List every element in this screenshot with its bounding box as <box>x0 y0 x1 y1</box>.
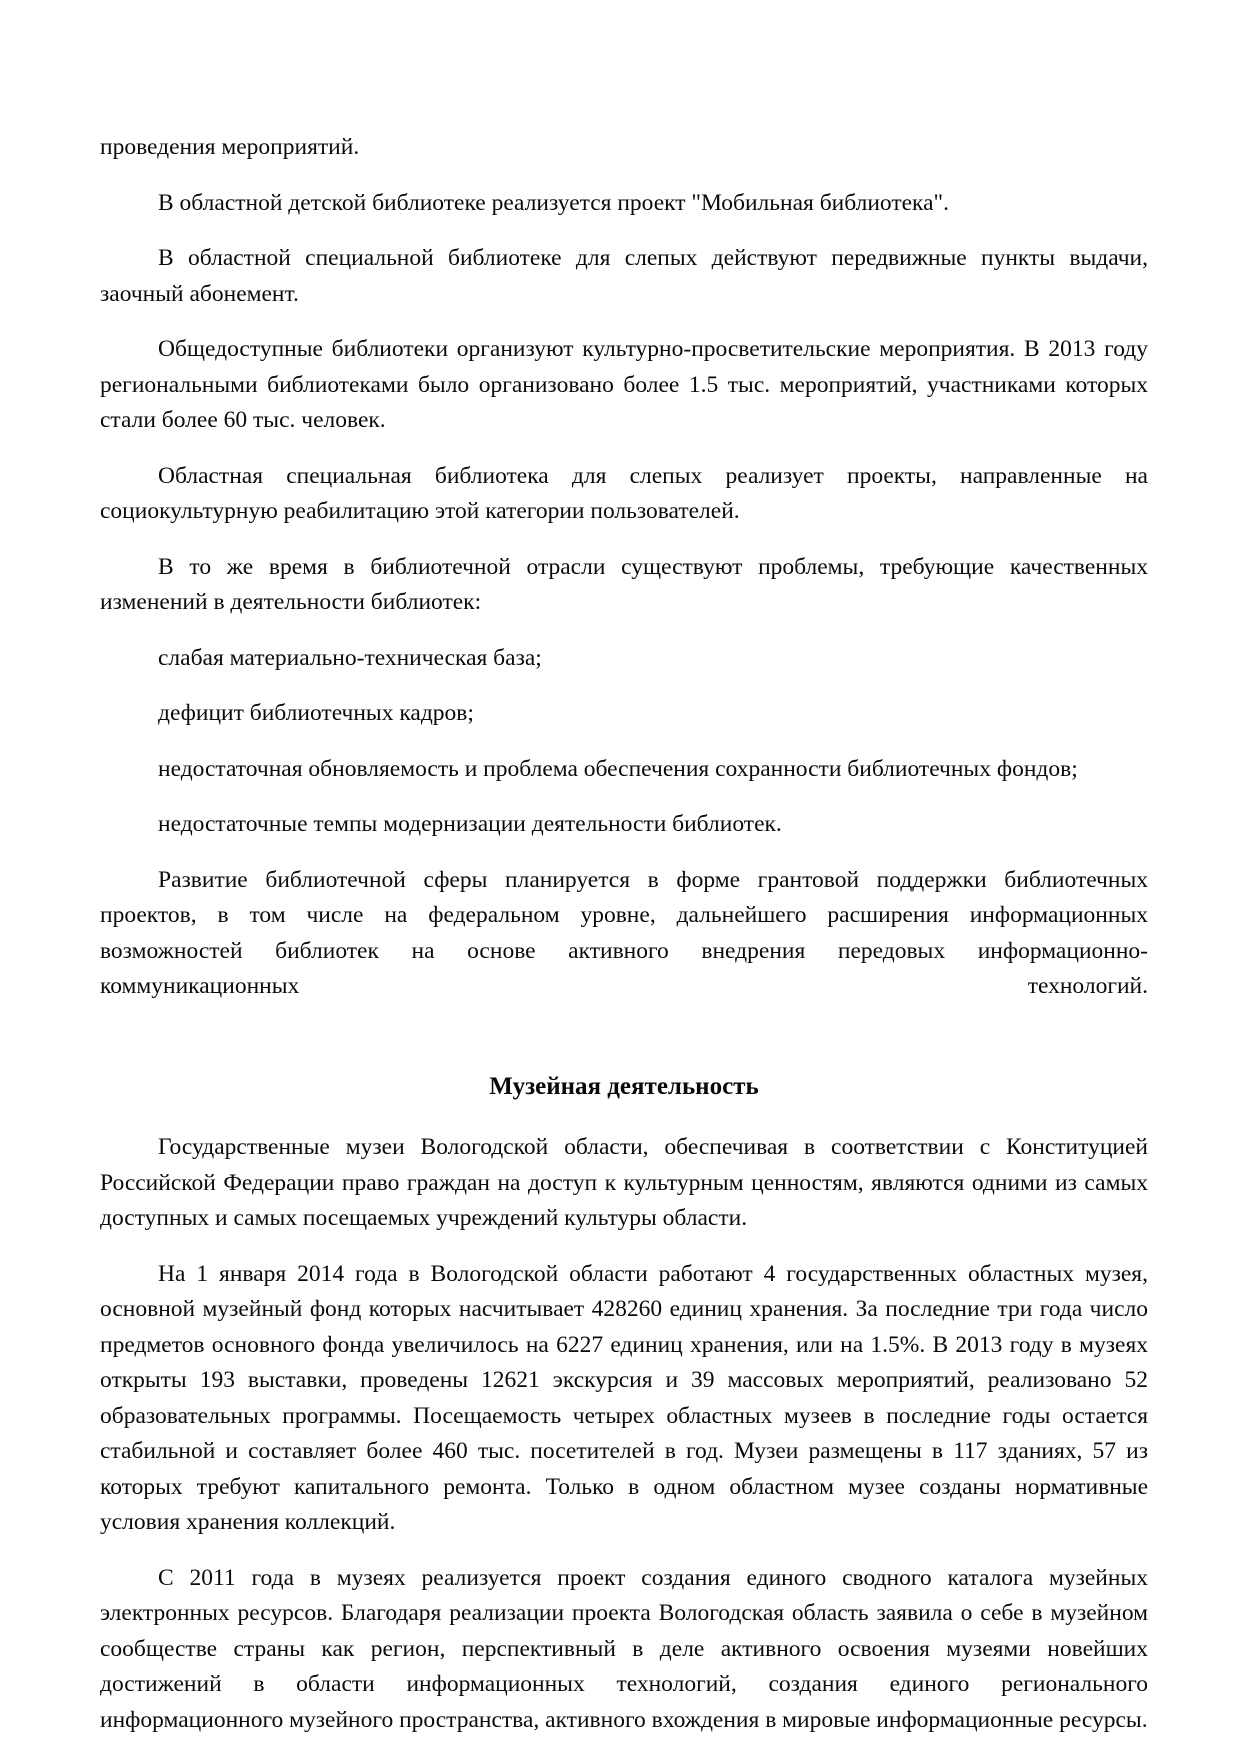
paragraph-problems-intro: В то же время в библиотечной отрасли существуют проблемы, требующие качественных изменений в деятельности библиотек: <box>100 553 1148 615</box>
paragraph-museums-constitution: Государственные музеи Вологодской области, обеспечивая в соответствии с Конституцией Российской Федерации право граждан на доступ к культурным ценностям, являются одними из самых доступных и самых посещаемых учреждений культуры области. <box>100 1134 1148 1231</box>
list-item: недостаточная обновляемость и проблема обеспечения сохранности библиотечных фондов; <box>158 755 1078 782</box>
paragraph-children-library: В областной детской библиотеке реализуется проект "Мобильная библиотека". <box>158 189 950 216</box>
paragraph-library-development: Развитие библиотечной сферы планируется в форме грантовой поддержки библиотечных проектов, в том числе на федеральном уровне, дальнейшего расширения информационных возможностей библиотек на основе активного внедрения передовых информационно-коммуникационных технологий. <box>100 866 1148 999</box>
paragraph-museums-statistics: На 1 января 2014 года в Вологодской области работают 4 государственных областных музея, основной музейный фонд которых насчитывает 428260 единиц хранения. За последние три года число предметов основного фонда увеличилось на 6227 единиц хранения, или на 1.5%. В 2013 году в музеях открыты 193 выставки, проведены 12621 экскурсия и 39 массовых мероприятий, реализовано 52 образовательных программы. Посещаемость четырех областных музеев в последние годы остается стабильной и составляет более 460 тыс. посетителей в год. Музеи размещены в 117 зданиях, 57 из которых требуют капитального ремонта. Только в одном областном музее созданы нормативные условия хранения коллекций. <box>100 1260 1148 1535</box>
paragraph-public-libraries-events: Общедоступные библиотеки организуют культурно-просветительские мероприятия. В 2013 году региональными библиотеками было организовано более 1.5 тыс. мероприятий, участниками которых стали более 60 тыс. человек. <box>100 336 1148 433</box>
list-item: дефицит библиотечных кадров; <box>158 700 474 726</box>
paragraph-blind-library: В областной специальной библиотеке для слепых действуют передвижные пункты выдачи, заочный абонемент. <box>100 245 1148 307</box>
paragraph-blind-library-projects: Областная специальная библиотека для слепых реализует проекты, направленные на социокультурную реабилитацию этой категории пользователей. <box>100 462 1148 524</box>
paragraph-museums-catalog-project: С 2011 года в музеях реализуется проект создания единого сводного каталога музейных электронных ресурсов. Благодаря реализации проекта Вологодская область заявила о себе в музейном сообществе страны как регион, перспективный в деле активного освоения музеями новейших достижений в области информационных технологий, создания единого регионального информационного музейного пространства, активного вхождения в мировые информационные ресурсы. <box>100 1564 1148 1733</box>
list-item: слабая материально-техническая база; <box>158 644 542 671</box>
section-heading-museum-activity: Музейная деятельность <box>489 1073 759 1100</box>
paragraph-continuation: проведения мероприятий. <box>100 134 360 160</box>
list-item: недостаточные темпы модернизации деятельности библиотек. <box>158 811 782 837</box>
